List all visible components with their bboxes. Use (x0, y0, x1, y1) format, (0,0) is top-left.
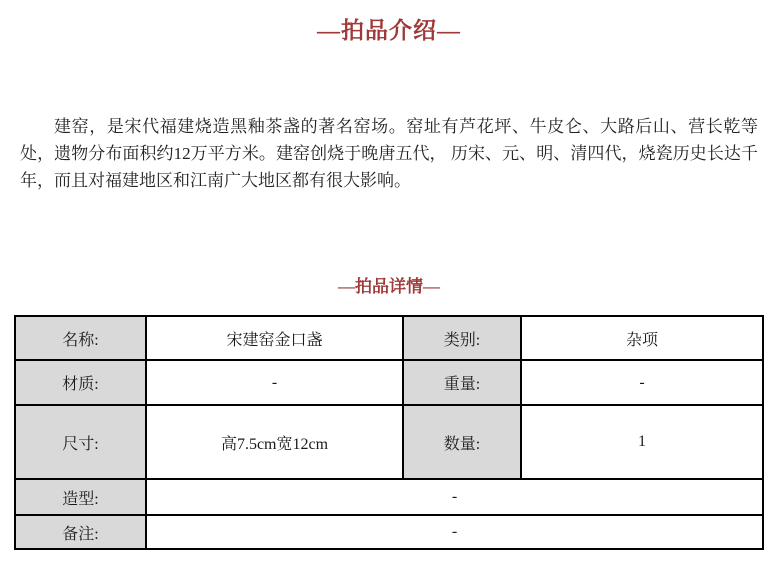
name-label: 名称: (15, 316, 146, 360)
details-section-title: —拍品详情— (338, 277, 440, 296)
table-row-material-weight (15, 360, 763, 405)
table-row-name-category (15, 316, 763, 360)
intro-paragraph: 建窑，是宋代福建烧造黑釉茶盏的著名窑场。窑址有芦花坪、牛皮仑、大路后山、营长乾等处，遗物分布面积约12万平方米。建窑创烧于晚唐五代， 历宋、元、明、清四代，烧瓷历史长达千年，而且对福建地区和江南广大地区都有很大影响。 (20, 117, 758, 190)
quantity-label: 数量: (403, 405, 521, 479)
material-label: 材质: (15, 360, 146, 405)
name-value: 宋建窑金口盏 (146, 316, 403, 360)
table-row-note (15, 515, 763, 549)
size-value: 高7.5cm宽12cm (146, 405, 403, 479)
note-label: 备注: (15, 515, 146, 549)
category-value: 杂项 (521, 316, 763, 360)
weight-value: - (521, 360, 763, 405)
size-label: 尺寸: (15, 405, 146, 479)
shape-value: - (146, 479, 763, 515)
category-label: 类别: (403, 316, 521, 360)
intro-section-title: —拍品介绍— (317, 18, 461, 43)
weight-label: 重量: (403, 360, 521, 405)
material-value: - (146, 360, 403, 405)
note-value: - (146, 515, 763, 549)
shape-label: 造型: (15, 479, 146, 515)
item-details-table (14, 315, 764, 550)
auction-item-page (0, 16, 778, 586)
quantity-value: 1 (521, 405, 763, 479)
table-row-shape (15, 479, 763, 515)
table-row-size-quantity (15, 405, 763, 479)
